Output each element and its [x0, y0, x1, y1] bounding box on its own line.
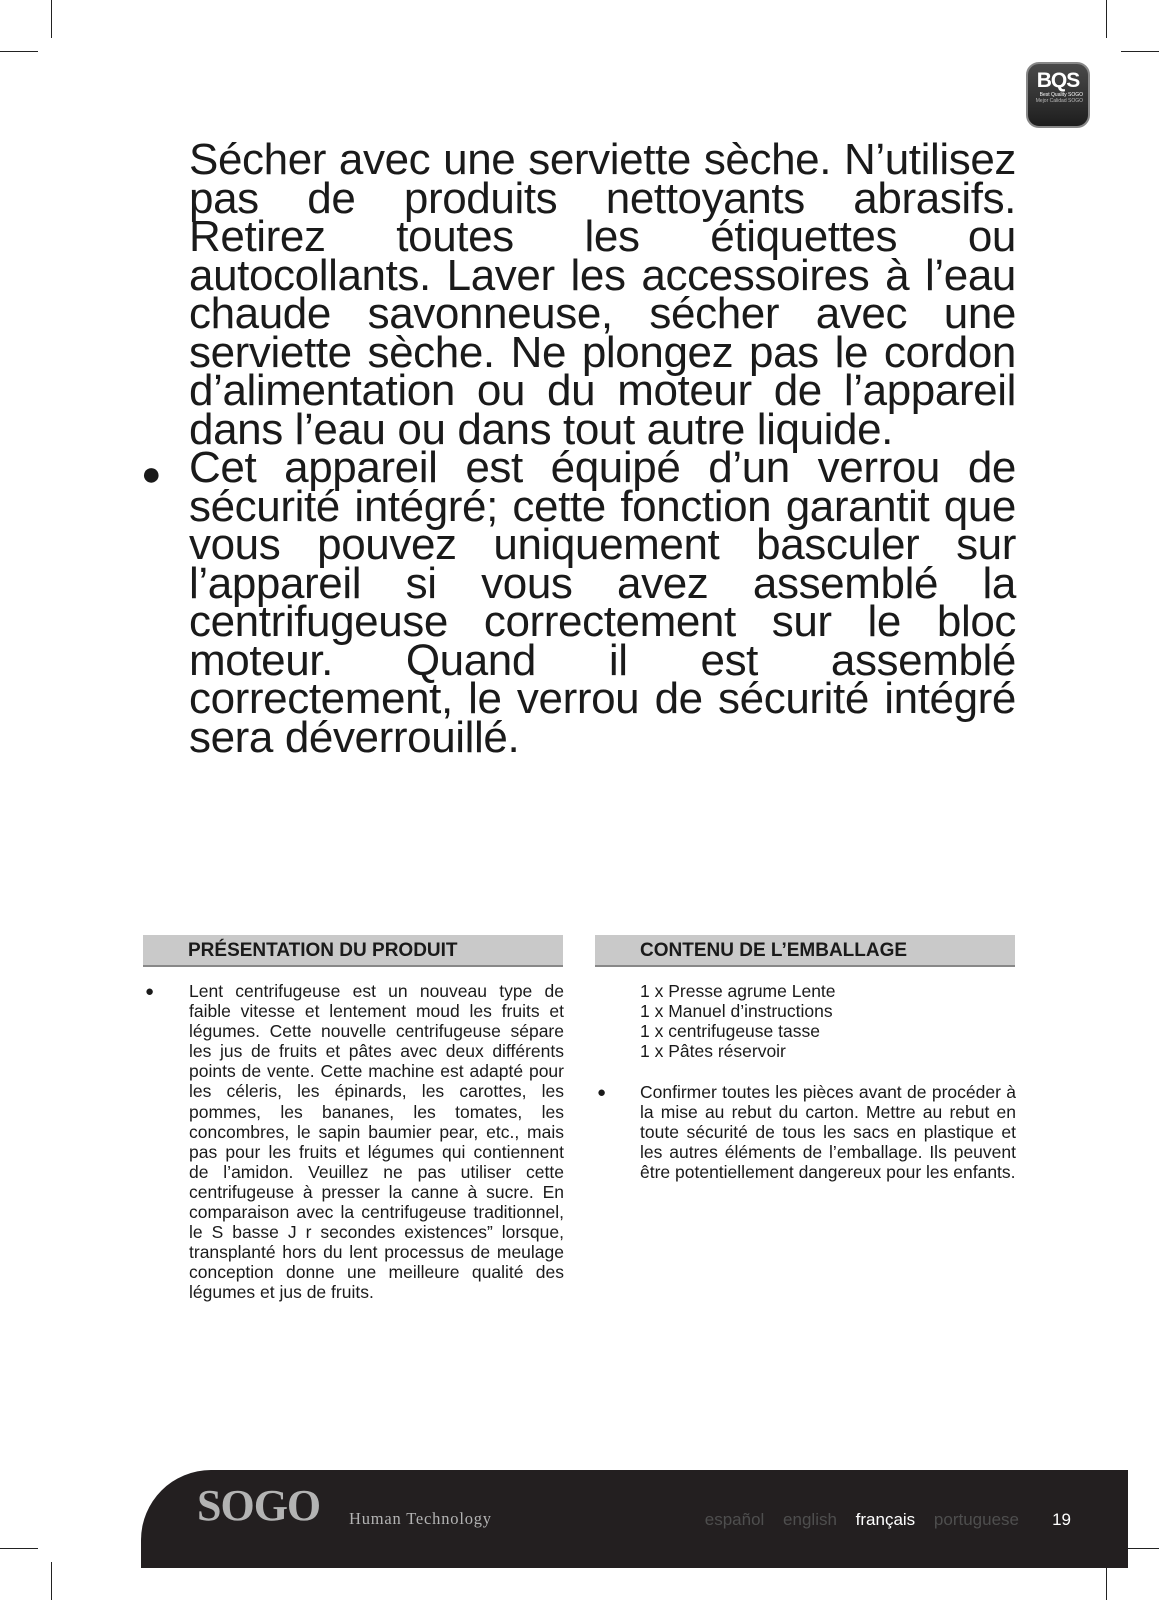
bqs-badge	[1026, 62, 1090, 128]
package-contents-list	[640, 981, 836, 1061]
crop-mark	[0, 1548, 38, 1549]
list-item: 1 x Manuel d’instructions	[640, 1001, 833, 1022]
cleaning-paragraph: Sécher avec une serviette sèche. N’utilisez pas de produits nettoyants abrasifs. Retirez toutes les étiquettes ou autocollants. Laver les accessoires à l’eau chaude savonneuse, sécher avec une serviette sèche. Ne plongez pas le cordon d’alimentation ou du moteur de l’appareil dans l’eau ou dans tout autre liquide.	[189, 135, 1016, 454]
bullet-icon: ●	[145, 983, 155, 1000]
bullet-icon: ●	[597, 1084, 607, 1101]
footer-bar	[141, 1470, 1128, 1568]
bullet-icon: ●	[141, 455, 162, 493]
badge-line2: Mejor Calidad SOGO	[1035, 98, 1083, 104]
crop-mark	[51, 1562, 52, 1600]
language-link-portuguese[interactable]: portuguese	[933, 1510, 1019, 1529]
sogo-logo: SOGO	[197, 1481, 321, 1530]
product-section-header	[143, 935, 563, 967]
crop-mark	[51, 0, 52, 38]
product-section-title: PRÉSENTATION DU PRODUIT	[188, 940, 458, 961]
packaging-section-title: CONTENU DE L’EMBALLAGE	[640, 940, 908, 961]
list-item: 1 x centrifugeuse tasse	[640, 1021, 820, 1042]
language-nav	[691, 1510, 1019, 1530]
list-item: 1 x Presse agrume Lente	[640, 981, 836, 1001]
packaging-section-header	[595, 935, 1015, 967]
crop-mark	[0, 51, 38, 52]
badge-line1: Best Quality SOGO	[1039, 92, 1083, 98]
brand-tagline: Human Technology	[349, 1509, 492, 1528]
page-number: 19	[1052, 1510, 1071, 1529]
badge-title: BQS	[1036, 69, 1080, 92]
crop-mark	[1121, 51, 1159, 52]
language-link-espanol[interactable]: español	[704, 1510, 765, 1529]
language-link-english[interactable]: english	[783, 1510, 837, 1529]
language-link-francais[interactable]: français	[855, 1510, 916, 1529]
crop-mark	[1106, 0, 1107, 38]
product-description: Lent centrifugeuse est un nouveau type de faible vitesse et lentement moud les fruits et légumes. Cette nouvelle centrifugeuse sépare les jus de fruits et pâtes avec deux différents points de vente. Cette machine est adapté pour les céleris, les épinards, les carottes, les pommes, les bananes, les tomates, les concombres, le sapin baumier pear, etc., mais pas pour les fruits et légumes qui contiennent de l’amidon. Veuillez ne pas utiliser cette centrifugeuse à presser la canne à sucre. En comparaison avec la centrifugeuse traditionnel, le S basse J r secondes existences” lorsque, transplanté hors du lent processus de meulage conception donne une meilleure qualité des légumes et jus de fruits.	[189, 981, 564, 1303]
packaging-note: Confirmer toutes les pièces avant de procéder à la mise au rebut du carton. Mettre au rebut en toute sécurité de tous les sacs en plastique et les autres éléments de l’emballage. Ils peuvent être potentiellement dangereux pour les enfants.	[640, 1082, 1016, 1183]
list-item: 1 x Pâtes réservoir	[640, 1041, 786, 1062]
safety-lock-paragraph: Cet appareil est équipé d’un verrou de sécurité intégré; cette fonction garantit que vous pouvez uniquement basculer sur l’appareil si vous avez assemblé la centrifugeuse correctement sur le bloc moteur. Quand il est assemblé correctement, le verrou de sécurité intégré sera déverrouillé.	[189, 443, 1016, 762]
